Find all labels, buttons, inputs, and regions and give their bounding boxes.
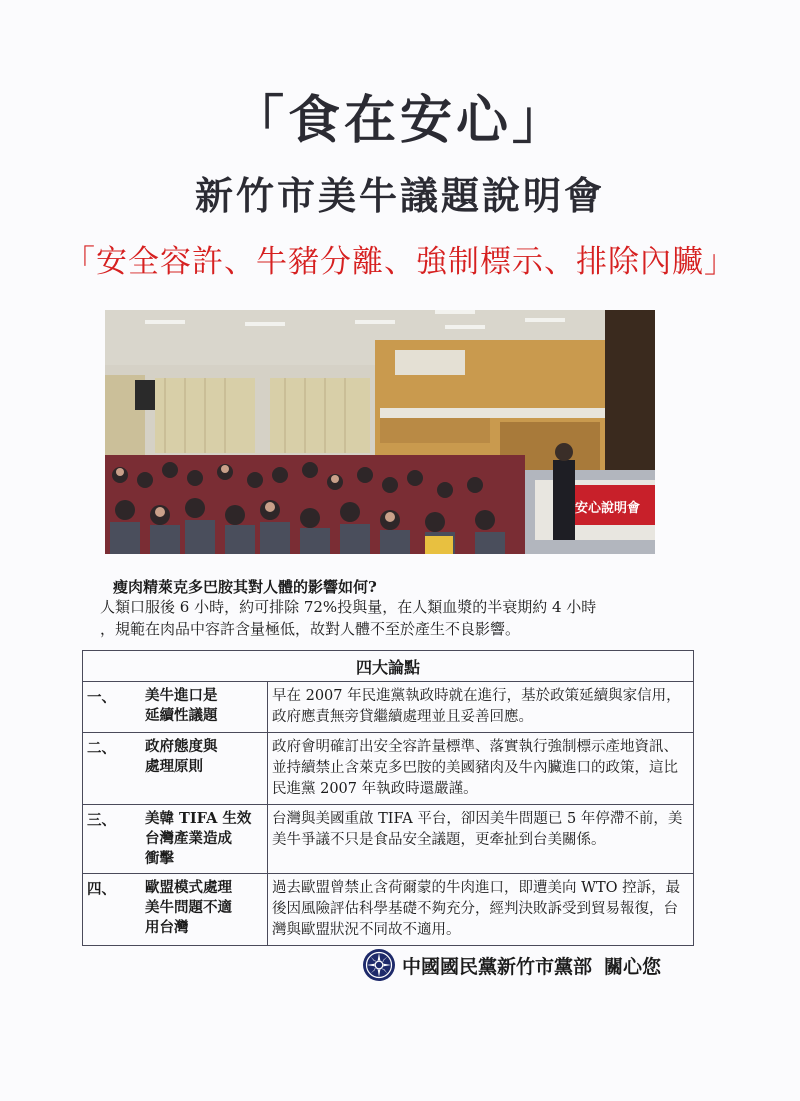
qa-answer: [100, 596, 700, 640]
four-points-table: [82, 650, 694, 946]
point-label-line: 用台灣: [145, 919, 189, 936]
point-label: [83, 733, 268, 805]
point-label-line: 政府態度與: [145, 738, 218, 755]
point-description: 台灣與美國重啟 TIFA 平台，卻因美牛問題已 5 年停滯不前，美美牛爭議不只是食品安全議題，更牽扯到台美關係。: [268, 805, 694, 874]
qa-question: 瘦肉精萊克多巴胺其對人體的影響如何?: [113, 578, 377, 596]
point-description: 早在 2007 年民進黨執政時就在進行，基於政策延續與家信用，政府應責無旁貸繼續處理並且妥善回應。: [268, 682, 694, 733]
point-label-line: 衝擊: [145, 850, 174, 867]
page-title: 「食在安心」: [231, 90, 568, 151]
banner-text: 安心說明會: [575, 501, 641, 516]
organization-name: 中國國民黨新竹市黨部: [402, 955, 593, 978]
slogan: 「安全容許、牛豬分離、強制標示、排除內臟」: [64, 244, 736, 280]
point-label: [83, 682, 268, 733]
table-row: [83, 874, 694, 946]
point-label-line: 美牛進口是: [145, 687, 218, 704]
point-label: [83, 874, 268, 946]
table-row: [83, 733, 694, 805]
point-label-line: 美韓 TIFA 生效: [145, 810, 252, 827]
seminar-photo: [105, 310, 655, 554]
point-label-line: 處理原則: [145, 758, 203, 775]
point-description: 過去歐盟曾禁止含荷爾蒙的牛肉進口，即遭美向 WTO 控訴，最後因風險評估科學基礎不夠充分，經判決敗訴受到貿易報復，台灣與歐盟狀況不同故不適用。: [268, 874, 694, 946]
point-label-line: 歐盟模式處理: [145, 879, 232, 896]
point-label: [83, 805, 268, 874]
point-label-line: 台灣產業造成: [145, 830, 232, 847]
point-label-line: 延續性議題: [145, 707, 218, 724]
event-title: 新竹市美牛議題說明會: [194, 173, 605, 218]
point-number: 四、: [87, 881, 116, 898]
point-number: 二、: [87, 740, 116, 757]
points-heading: 四大論點: [83, 651, 694, 682]
footer: [362, 945, 661, 985]
table-row: [83, 682, 694, 733]
qa-answer-line: ，規範在肉品中容許含量極低，故對人體不至於產生不良影響。: [100, 620, 521, 638]
point-description: 政府會明確訂出安全容許量標準、落實執行強制標示產地資訊、並持續禁止含萊克多巴胺的美國豬肉及牛內臟進口的政策，這比民進黨 2007 年執政時還嚴謹。: [268, 733, 694, 805]
qa-answer-line: 人類口服後 6 小時，約可排除 72%投與量，在人類血漿的半衰期約 4 小時: [100, 598, 597, 616]
point-label-line: 美牛問題不適: [145, 899, 232, 916]
point-number: 一、: [87, 689, 116, 706]
closing-text: 關心您: [604, 955, 662, 978]
table-row: [83, 805, 694, 874]
party-emblem-icon: [362, 948, 396, 982]
point-number: 三、: [87, 812, 116, 829]
